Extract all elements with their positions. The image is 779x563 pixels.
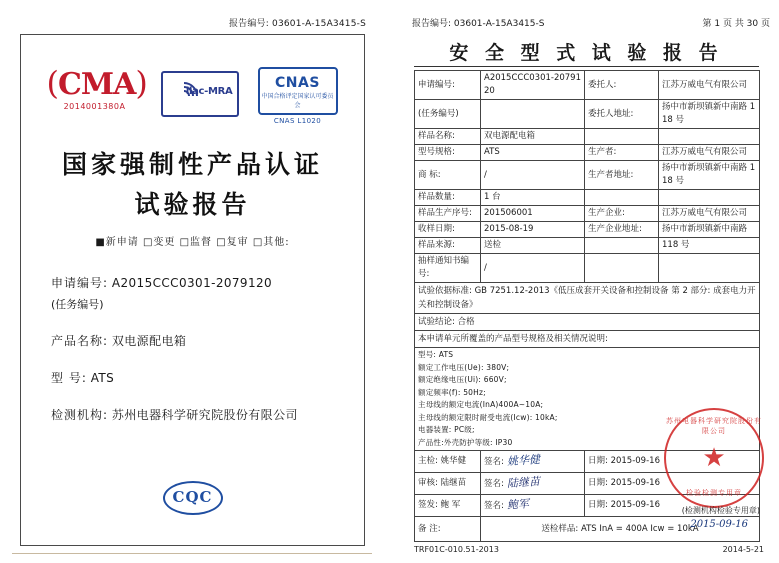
row3-value-right: 江苏万威电气有限公司: [659, 145, 760, 161]
sign-name-2: 鲍 军: [440, 500, 461, 510]
row2-label-right: [585, 129, 659, 145]
spec-item: 额定绝缘电压(Ui): 660V;: [418, 375, 507, 384]
row9-value-right: [659, 254, 760, 283]
sign-date-1: [585, 473, 760, 495]
cover-report-number: 报告编号: 03601-A-15A3415-S: [228, 19, 366, 29]
cover-fields: [51, 273, 341, 442]
row7-label-left: 收样日期:: [415, 222, 481, 238]
sign-signature-0: [481, 451, 585, 473]
report-header: [412, 16, 770, 29]
application-type-checkboxes[interactable]: ■新申请 □变更 □监督 □复审 □其他:: [95, 237, 290, 248]
table-row: [415, 161, 760, 190]
sign-role-label-1: 审核:: [418, 478, 438, 488]
row8-value-right: 118 号: [659, 238, 760, 254]
cnas-logo-text: CNAS: [275, 75, 320, 91]
sign-date-0: [585, 451, 760, 473]
report-title: 安 全 型 式 试 验 报 告: [449, 42, 723, 64]
sign-signature-1: [481, 473, 585, 495]
conclusion-label: 试验结论:: [418, 317, 455, 327]
row7-label-right: 生产企业地址:: [585, 222, 659, 238]
row9-label-left: 抽样通知书编号:: [415, 254, 481, 283]
row3-label-right: 生产者:: [585, 145, 659, 161]
conclusion-value: 合格: [457, 317, 475, 327]
footer-date: 2014-5-21: [722, 545, 764, 554]
spec-item: 产品性:外壳防护等级: IP30: [418, 437, 513, 447]
table-row: [415, 145, 760, 161]
spec-item: 主母线的额定限时耐受电流(Icw): 10kA;: [418, 412, 558, 422]
cma-mark-icon: (CMA): [46, 64, 147, 102]
cover-title-line2: 试验报告: [134, 190, 251, 219]
cover-footer-rule: [12, 553, 372, 554]
row6-label-right: 生产企业:: [585, 206, 659, 222]
cover-field-value-2: 双电源配电箱: [111, 334, 187, 348]
row6-value-right: 江苏万威电气有限公司: [659, 206, 760, 222]
cover-title-line1: 国家强制性产品认证: [61, 150, 323, 179]
table-row: [415, 222, 760, 238]
row0-label-right: 委托人:: [585, 71, 659, 100]
sign-label-0: 签名:: [484, 457, 504, 467]
sign-role-2: [415, 495, 481, 517]
row7-value-right: 扬中市新坝镇新中南路: [659, 222, 760, 238]
sign-date-label-0: 日期:: [588, 456, 608, 466]
row6-label-left: 样品生产序号:: [415, 206, 481, 222]
row5-label-left: 样品数量:: [415, 190, 481, 206]
basis-label: 试验依据标准:: [418, 286, 472, 296]
cover-field-label-3: 型 号:: [51, 371, 87, 385]
sign-date-label-1: 日期:: [588, 478, 608, 488]
table-row: [415, 129, 760, 145]
sign-role-1: [415, 473, 481, 495]
title-divider: [414, 66, 759, 67]
row4-value-left: /: [481, 161, 585, 190]
cover-field-lab: [51, 405, 341, 426]
row8-label-left: 样品来源:: [415, 238, 481, 254]
cover-field-label-0: 申请编号:: [51, 276, 109, 290]
row7-value-left: 2015-08-19: [481, 222, 585, 238]
row6-value-left: 201506001: [481, 206, 585, 222]
remark-label: 备 注:: [415, 517, 481, 542]
sign-label-1: 签名:: [484, 479, 504, 489]
cover-frame: [20, 34, 365, 546]
table-row: [415, 100, 760, 129]
unit-note-cell: 本申请单元所覆盖的产品型号规格及相关情况说明:: [415, 331, 760, 348]
sign-role-label-2: 签发:: [418, 500, 438, 510]
sign-signature-2: [481, 495, 585, 517]
row1-value-right: 扬中市新坝镇新中南路 118 号: [659, 100, 760, 129]
row1-label-right: 委托人地址:: [585, 100, 659, 129]
row2-label-left: 样品名称:: [415, 129, 481, 145]
cover-field-label-2: 产品名称:: [51, 334, 109, 348]
row4-value-right: 扬中市新坝镇新中南路 118 号: [659, 161, 760, 190]
certification-logos: [21, 64, 364, 129]
report-page: [400, 8, 772, 556]
table-row-conclusion: [415, 314, 760, 331]
table-row: [415, 71, 760, 100]
row4-label-left: 商 标:: [415, 161, 481, 190]
cma-mark-text: CMA: [57, 67, 136, 102]
report-table: [414, 70, 760, 542]
sign-date-value-2: 2015-09-16: [610, 500, 660, 510]
row9-label-right: [585, 254, 659, 283]
row2-value-left: 双电源配电箱: [481, 129, 585, 145]
spec-item: 型号: ATS: [418, 350, 454, 359]
sign-name-1: 陆继苗: [440, 478, 467, 488]
row1-label-left: (任务编号): [415, 100, 481, 129]
basis-text: GB 7251.12-2013《低压成套开关设备和控制设备 第 2 部分: 成套电力开关和控制设备》: [418, 286, 756, 310]
ilac-logo-text: ilac-MRA: [185, 86, 233, 97]
row8-label-right: [585, 238, 659, 254]
cover-field-label-1: (任务编号): [51, 298, 104, 311]
stamp-caption: (检测机构检验专用章): [681, 506, 760, 515]
stamp-date: 2015-09-16: [690, 519, 748, 530]
sign-role-0: [415, 451, 481, 473]
cover-field-application-no: [51, 273, 341, 315]
cnas-logo-subtext: 中国合格评定国家认可委员会: [261, 93, 334, 109]
cma-code: 2014001380A: [63, 102, 126, 111]
spec-item: 电器装置: PC级;: [418, 425, 475, 434]
report-page-number: 第 1 页 共 30 页: [702, 19, 770, 29]
basis-cell: [415, 283, 760, 314]
cover-page: [8, 8, 378, 556]
table-row: [415, 238, 760, 254]
spec-item: 主母线的额定电流(InA)400A~10A;: [418, 400, 544, 409]
row4-label-right: 生产者地址:: [585, 161, 659, 190]
row3-label-left: 型号规格:: [415, 145, 481, 161]
table-row: [415, 254, 760, 283]
cqc-logo-text: CQC: [163, 481, 223, 515]
table-row: [415, 190, 760, 206]
row5-value-right: [659, 190, 760, 206]
table-row-unit-note: [415, 331, 760, 348]
row0-value-right: 江苏万威电气有限公司: [659, 71, 760, 100]
row0-label-left: 申请编号:: [415, 71, 481, 100]
footer-form-code: TRF01C-010.51-2013: [414, 545, 499, 554]
stamp-top-text: 苏州电器科学研究院股份有限公司: [666, 417, 762, 435]
conclusion-cell: [415, 314, 760, 331]
cover-field-value-4: 苏州电器科学研究院股份有限公司: [111, 408, 298, 422]
cnas-logo: [257, 67, 339, 125]
row5-value-left: 1 台: [481, 190, 585, 206]
spec-list-cell: [415, 348, 760, 451]
row3-value-left: ATS: [481, 145, 585, 161]
row2-value-right: [659, 129, 760, 145]
table-row-signature: [415, 451, 760, 473]
handwritten-signature-1: 陆继苗: [506, 474, 540, 491]
report-footer: [414, 545, 764, 554]
spec-item: 额定频率(f): 50Hz;: [418, 387, 486, 397]
sign-date-value-1: 2015-09-16: [610, 478, 660, 488]
cover-field-value-0: A2015CCC0301-2079120: [111, 276, 273, 290]
row1-value-left: [481, 100, 585, 129]
sign-label-2: 签名:: [484, 501, 504, 511]
table-row-basis: [415, 283, 760, 314]
cnas-badge-icon: [258, 67, 338, 115]
sign-role-label-0: 主检:: [418, 456, 438, 466]
row5-label-right: [585, 190, 659, 206]
stamp-bottom-text: 检验检测专用章: [686, 489, 742, 497]
cnas-accreditation-code: CNAS L1020: [273, 117, 322, 125]
spec-item: 额定工作电压(Ue): 380V;: [418, 362, 510, 372]
cover-field-product-name: [51, 331, 341, 352]
row9-value-left: /: [481, 254, 585, 283]
sign-date-label-2: 日期:: [588, 500, 608, 510]
row8-value-left: 送检: [481, 238, 585, 254]
report-header-number: 报告编号: 03601-A-15A3415-S: [412, 19, 545, 29]
row0-value-left: A2015CCC0301-2079120: [481, 71, 585, 100]
table-row-specs: [415, 348, 760, 451]
remark-value: 送检样品: ATS InA = 400A Icw = 10kA: [481, 517, 760, 542]
cqc-seal: [21, 481, 364, 515]
cover-title: [21, 145, 364, 225]
cover-field-value-3: ATS: [90, 371, 115, 385]
cover-field-label-4: 检测机构:: [51, 408, 109, 422]
stamp-star-icon: ★: [702, 443, 726, 473]
handwritten-signature-0: 姚华健: [506, 452, 540, 469]
table-row-signature: [415, 473, 760, 495]
cover-field-model: [51, 368, 341, 389]
table-row: [415, 206, 760, 222]
sign-name-0: 姚华健: [440, 456, 467, 466]
cma-logo: [46, 64, 147, 111]
handwritten-signature-2: 鲍军: [506, 497, 530, 512]
ilac-mra-logo: [161, 71, 239, 117]
sign-date-value-0: 2015-09-16: [610, 456, 660, 466]
